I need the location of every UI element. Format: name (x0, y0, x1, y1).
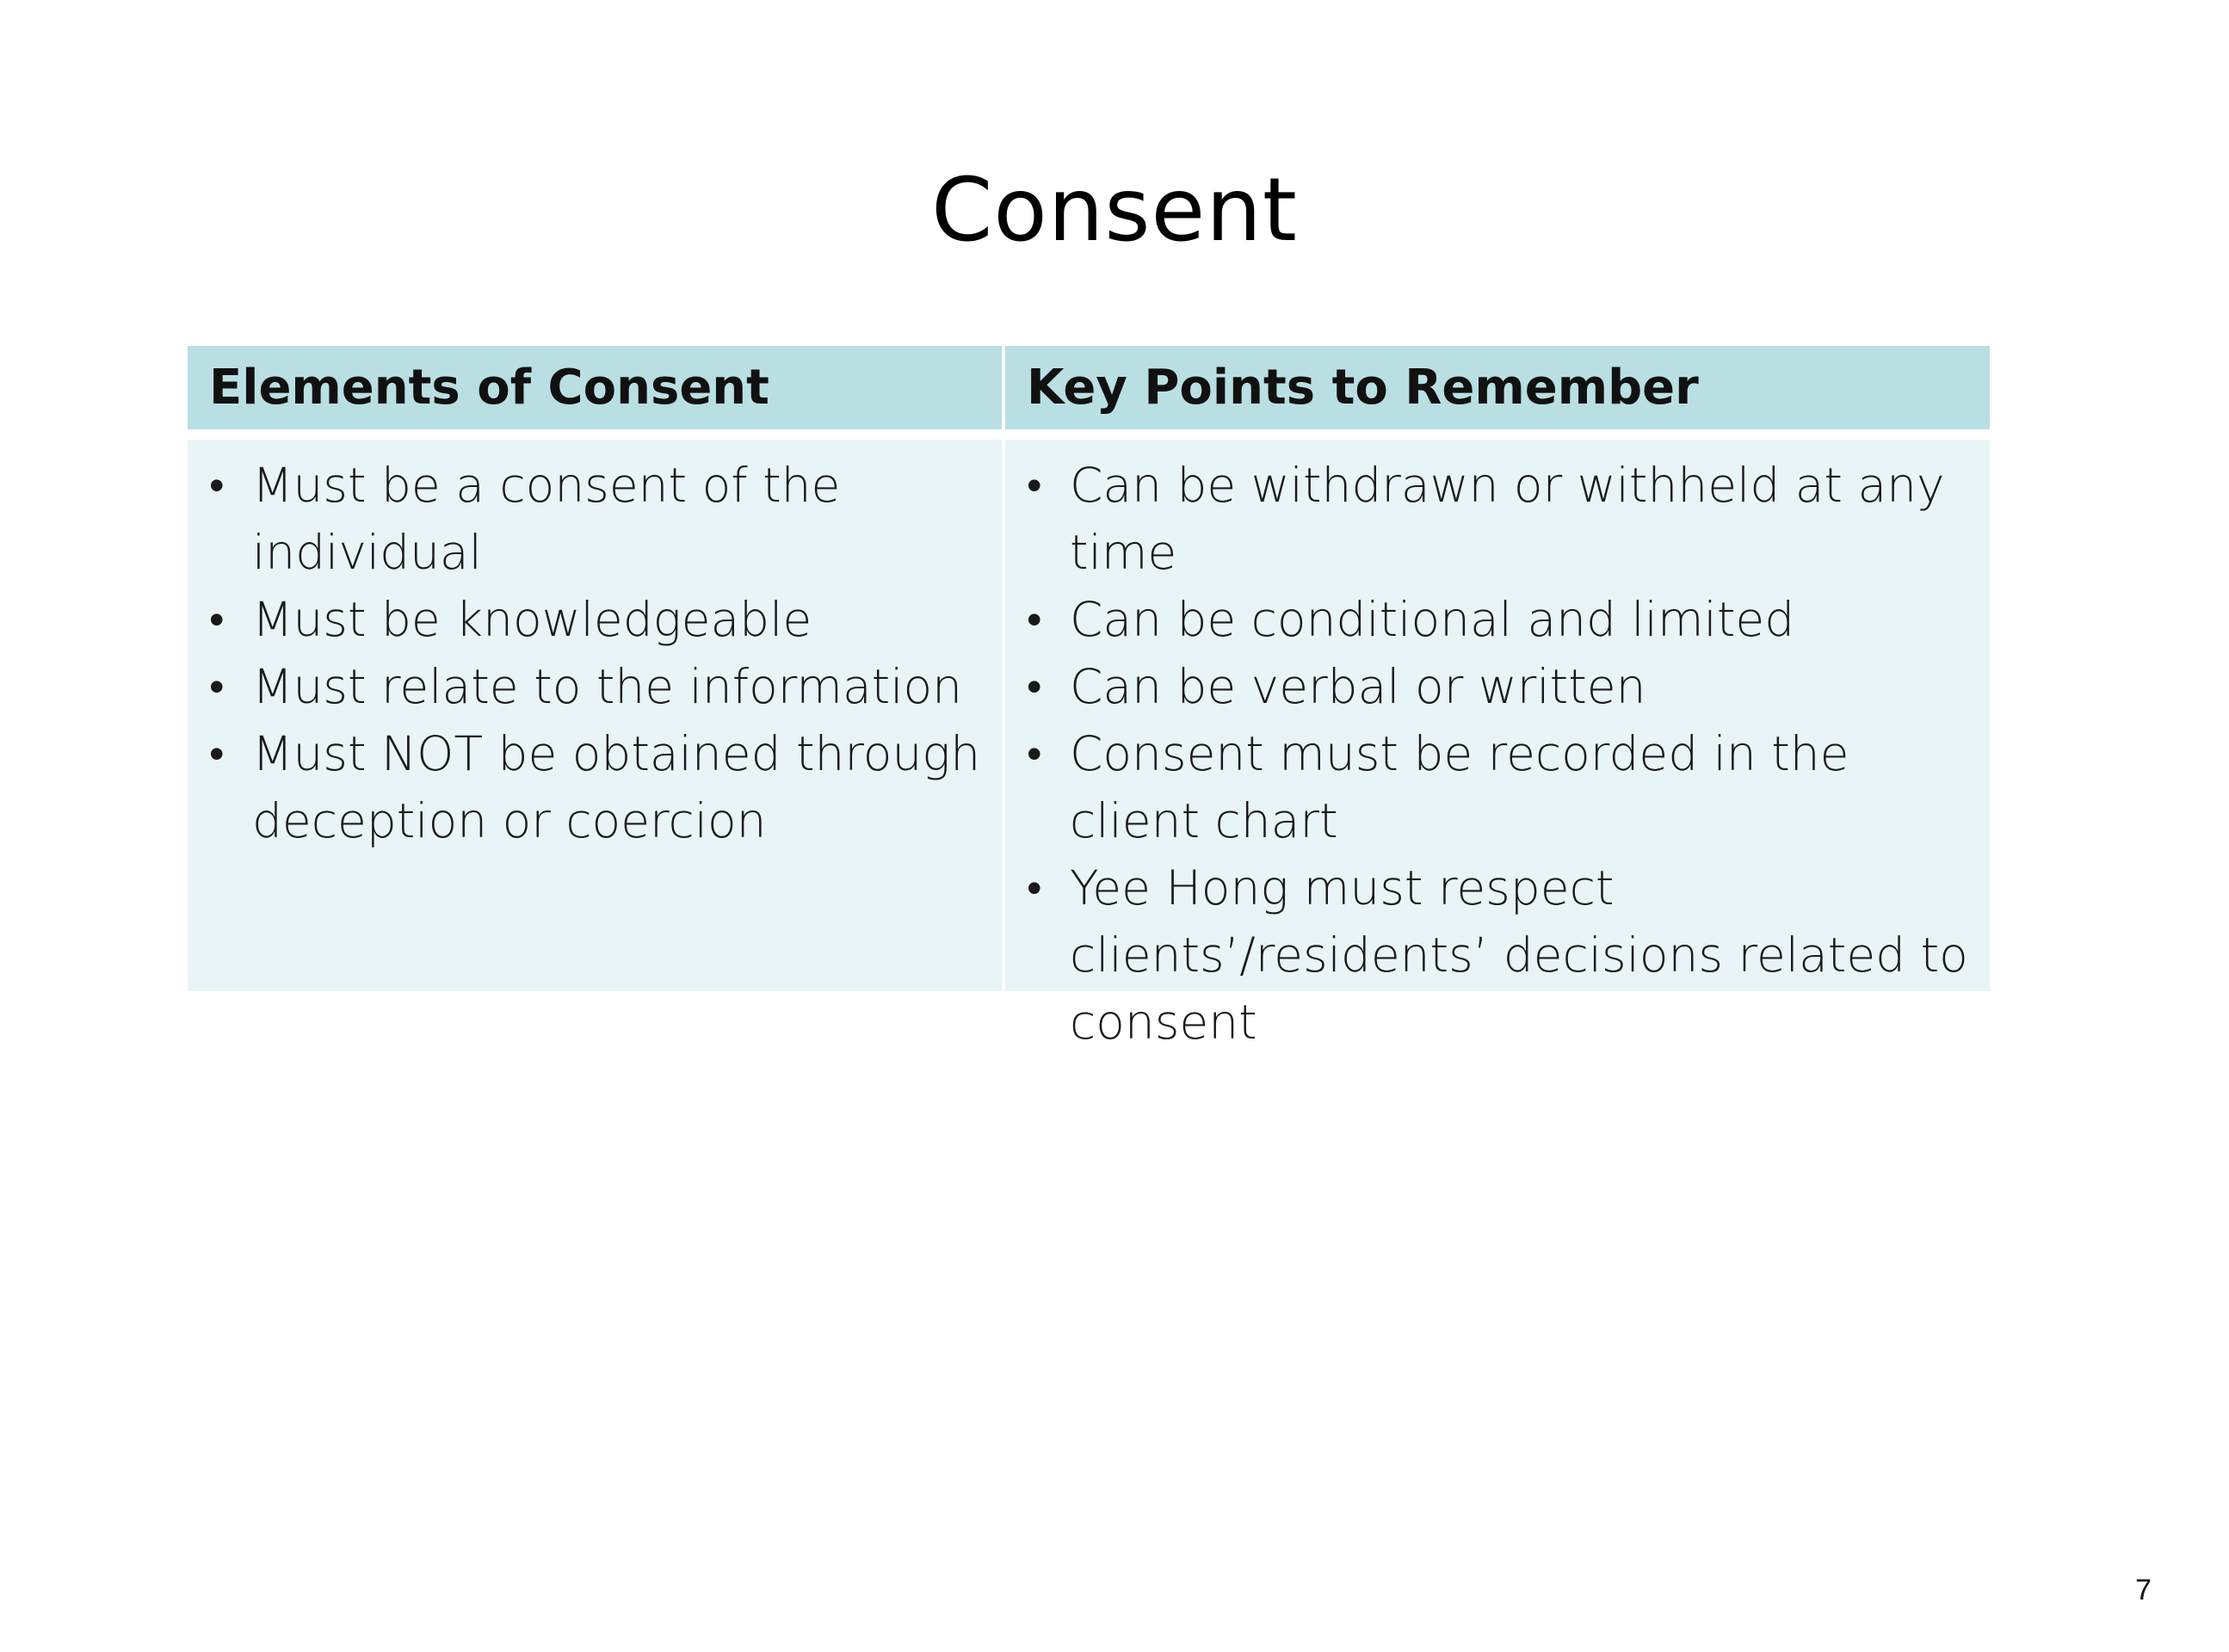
list-item: • Can be withdrawn or withheld at any time (1027, 452, 1981, 586)
list-item: • Can be verbal or written (1027, 653, 1981, 720)
consent-table (188, 346, 1990, 1050)
header-elements-of-consent: Elements of Consent (188, 346, 1002, 429)
list-item: • Can be conditional and limited (1027, 586, 1981, 653)
list-item: • Must be knowledgeable (209, 586, 993, 653)
list-item: • Must NOT be obtained through deception or coercion (209, 720, 993, 854)
header-key-points: Key Points to Remember (1005, 346, 1990, 429)
key-points-cell (1005, 440, 1990, 1050)
list-item: • Must be a consent of the individual (209, 452, 993, 586)
slide-title: Consent (931, 159, 1298, 262)
key-points-list (1027, 452, 1981, 1056)
page-number: 7 (2135, 1574, 2152, 1606)
list-item: • Yee Hong must respect clients’/residents’ decisions related to consent (1027, 854, 1981, 1056)
elements-of-consent-cell (188, 440, 1002, 991)
elements-of-consent-list (209, 452, 993, 854)
list-item: • Consent must be recorded in the client chart (1027, 720, 1981, 854)
list-item: • Must relate to the information (209, 653, 993, 720)
